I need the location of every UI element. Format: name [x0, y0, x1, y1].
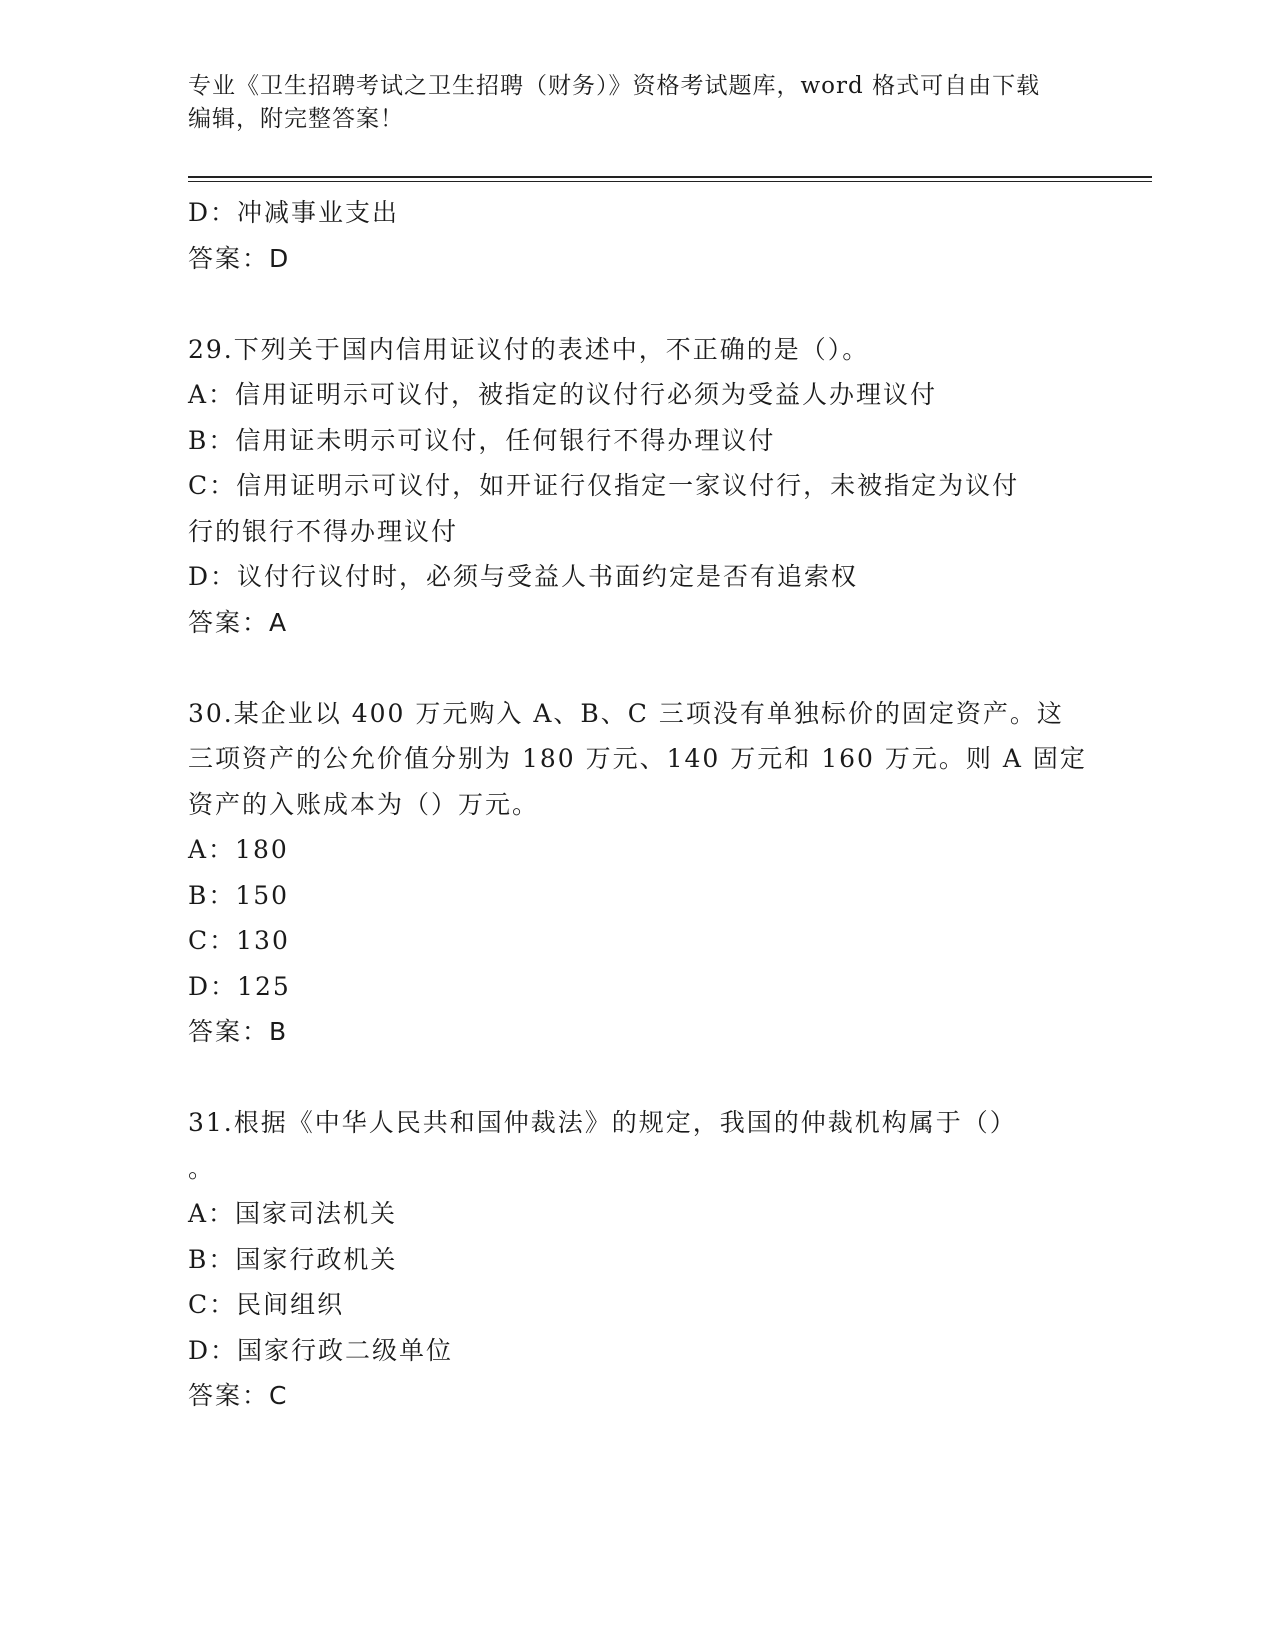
question-stem: 29.下列关于国内信用证议付的表述中，不正确的是（）。: [188, 334, 870, 364]
question-30: [188, 691, 1088, 1055]
option-a: A：国家司法机关: [188, 1199, 398, 1228]
question-stem: 31.根据《中华人民共和国仲裁法》的规定，我国的仲裁机构属于（）: [188, 1108, 1017, 1137]
question-list: [188, 190, 1088, 1419]
question-28-tail: [188, 190, 1088, 281]
document-header: [188, 70, 1068, 136]
option-c: C：民间组织: [188, 1290, 345, 1319]
option-c-continued: 行的银行不得办理议付: [188, 516, 459, 546]
header-line-2: 编辑，附完整答案！: [188, 106, 404, 132]
header-divider-thick: [188, 176, 1152, 178]
option-d: D：议付行议付时，必须与受益人书面约定是否有追索权: [188, 562, 859, 591]
option-b: B：信用证未明示可议付，任何银行不得办理议付: [188, 425, 776, 455]
question-stem: 30.某企业以 400 万元购入 A、B、C 三项没有单独标价的固定资产。这: [188, 698, 1064, 728]
answer: 答案：A: [188, 607, 289, 637]
answer: 答案：D: [188, 243, 291, 273]
question-stem-continued: 。: [188, 1153, 216, 1183]
question-29: [188, 327, 1088, 646]
option-c: C：130: [188, 926, 290, 955]
option-b: B：国家行政机关: [188, 1244, 398, 1274]
option-a: A：180: [188, 835, 289, 864]
spacer: [188, 1055, 1088, 1101]
question-stem-continued: 资产的入账成本为（）万元。: [188, 789, 540, 819]
option-a: A：信用证明示可议付，被指定的议付行必须为受益人办理议付: [188, 380, 938, 409]
spacer: [188, 645, 1088, 691]
option-d: D：125: [188, 971, 291, 1001]
question-31: [188, 1100, 1088, 1419]
header-divider-thin: [188, 181, 1152, 182]
answer: 答案：C: [188, 1381, 289, 1410]
answer: 答案：B: [188, 1017, 289, 1046]
option-d: D：国家行政二级单位: [188, 1335, 454, 1365]
option-b: B：150: [188, 880, 290, 910]
spacer: [188, 281, 1088, 327]
option-c: C：信用证明示可议付，如开证行仅指定一家议付行，未被指定为议付: [188, 471, 1020, 500]
option-d: D：冲减事业支出: [188, 198, 400, 227]
header-line-1: 专业《卫生招聘考试之卫生招聘（财务）》资格考试题库，word 格式可自由下载: [188, 73, 1041, 99]
question-stem-continued: 三项资产的公允价值分别为 180 万元、140 万元和 160 万元。则 A 固定: [188, 744, 1087, 773]
